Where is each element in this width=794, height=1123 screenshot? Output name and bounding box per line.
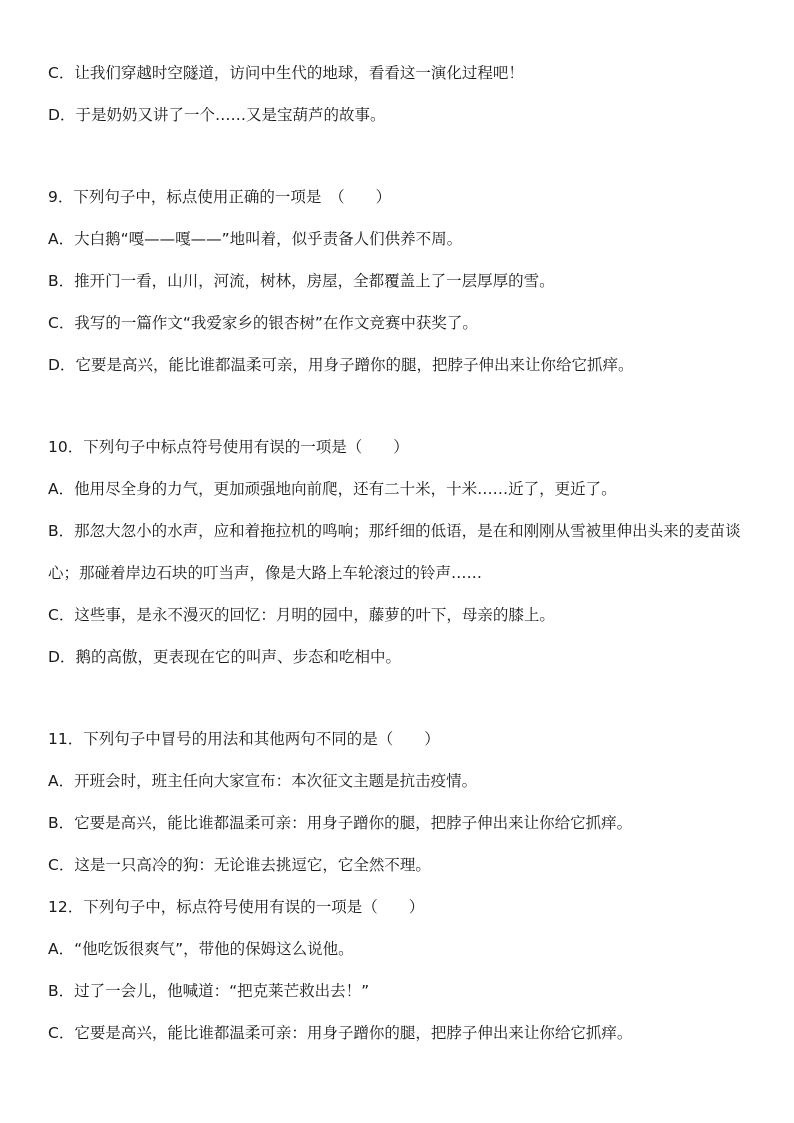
option-label: A． [48,940,75,958]
option-b [48,260,758,302]
option-text: 开班会时，班主任向大家宣布：本次征文主题是抗击疫情。 [74,772,478,790]
option-d [48,636,758,678]
question-stem: 12．下列句子中，标点符号使用有误的一项是（ ） [48,898,425,916]
question-10 [48,426,758,678]
option-label: C． [48,606,75,624]
option-text: “他吃饭很爽气”，带他的保姆这么说他。 [74,940,354,958]
option-text: 它要是高兴，能比谁都温柔可亲：用身子蹭你的腿，把脖子伸出来让你给它抓痒。 [74,814,633,832]
option-a [48,468,758,510]
option-label: A． [48,230,75,248]
option-label: B． [48,814,75,832]
option-label: A． [48,772,75,790]
option-a [48,928,758,970]
question-stem: 9．下列句子中，标点使用正确的一项是 （ ） [48,188,392,206]
spacer [48,386,758,426]
option-text: 推开门一看，山川，河流，树林，房屋，全都覆盖上了一层厚厚的雪。 [74,272,555,290]
option-d [48,344,758,386]
option-text: 我写的一篇作文“我爱家乡的银杏树”在作文竞赛中获奖了。 [74,314,478,332]
option-text: 这些事，是永不漫灭的回忆：月明的园中，藤萝的叶下，母亲的膝上。 [74,606,555,624]
option-text: 它要是高兴，能比谁都温柔可亲：用身子蹭你的腿，把脖子伸出来让你给它抓痒。 [74,1024,633,1042]
option-label: C． [48,64,75,82]
spacer [48,678,758,718]
option-label: C． [48,856,75,874]
option-text: 过了一会儿，他喊道：“把克莱芒救出去！” [74,982,370,1000]
question-12 [48,886,758,1054]
option-label: D． [48,356,76,374]
option-d [48,94,758,136]
option-c [48,844,758,886]
option-text: 鹅的高傲，更表现在它的叫声、步态和吃相中。 [75,648,401,666]
option-c [48,1012,758,1054]
question-9 [48,176,758,386]
option-text: 这是一只高冷的狗：无论谁去挑逗它，它全然不理。 [74,856,431,874]
option-a [48,218,758,260]
option-text: 于是奶奶又讲了一个……又是宝葫芦的故事。 [75,106,386,124]
option-label: B． [48,522,75,540]
option-label: D． [48,106,76,124]
option-label: A． [48,480,75,498]
option-text: 它要是高兴，能比谁都温柔可亲，用身子蹭你的腿，把脖子伸出来让你给它抓痒。 [75,356,634,374]
question-11 [48,718,758,886]
spacer [48,136,758,176]
option-b [48,970,758,1012]
option-text: 让我们穿越时空隧道，访问中生代的地球，看看这一演化过程吧！ [74,64,524,82]
option-c [48,302,758,344]
option-label: C． [48,314,75,332]
question-stem: 10．下列句子中标点符号使用有误的一项是（ ） [48,438,409,456]
option-a [48,760,758,802]
option-label: C． [48,1024,75,1042]
option-text: 他用尽全身的力气，更加顽强地向前爬，还有二十米，十米……近了，更近了。 [74,480,617,498]
exam-page [48,52,758,1054]
option-label: B． [48,982,75,1000]
option-b [48,510,758,594]
option-label: B． [48,272,75,290]
option-text: 那忽大忽小的水声，应和着拖拉机的鸣响；那纤细的低语，是在和刚刚从雪被里伸出头来的麦苗谈心；那碰着岸边石块的叮当声，像是大路上车轮滚过的铃声…… [48,522,741,582]
question-stem: 11．下列句子中冒号的用法和其他两句不同的是（ ） [48,730,440,748]
option-text: 大白鹅“嘎——嘎——”地叫着，似乎责备人们供养不周。 [74,230,463,248]
option-b [48,802,758,844]
option-c [48,594,758,636]
option-c [48,52,758,94]
option-label: D． [48,648,76,666]
